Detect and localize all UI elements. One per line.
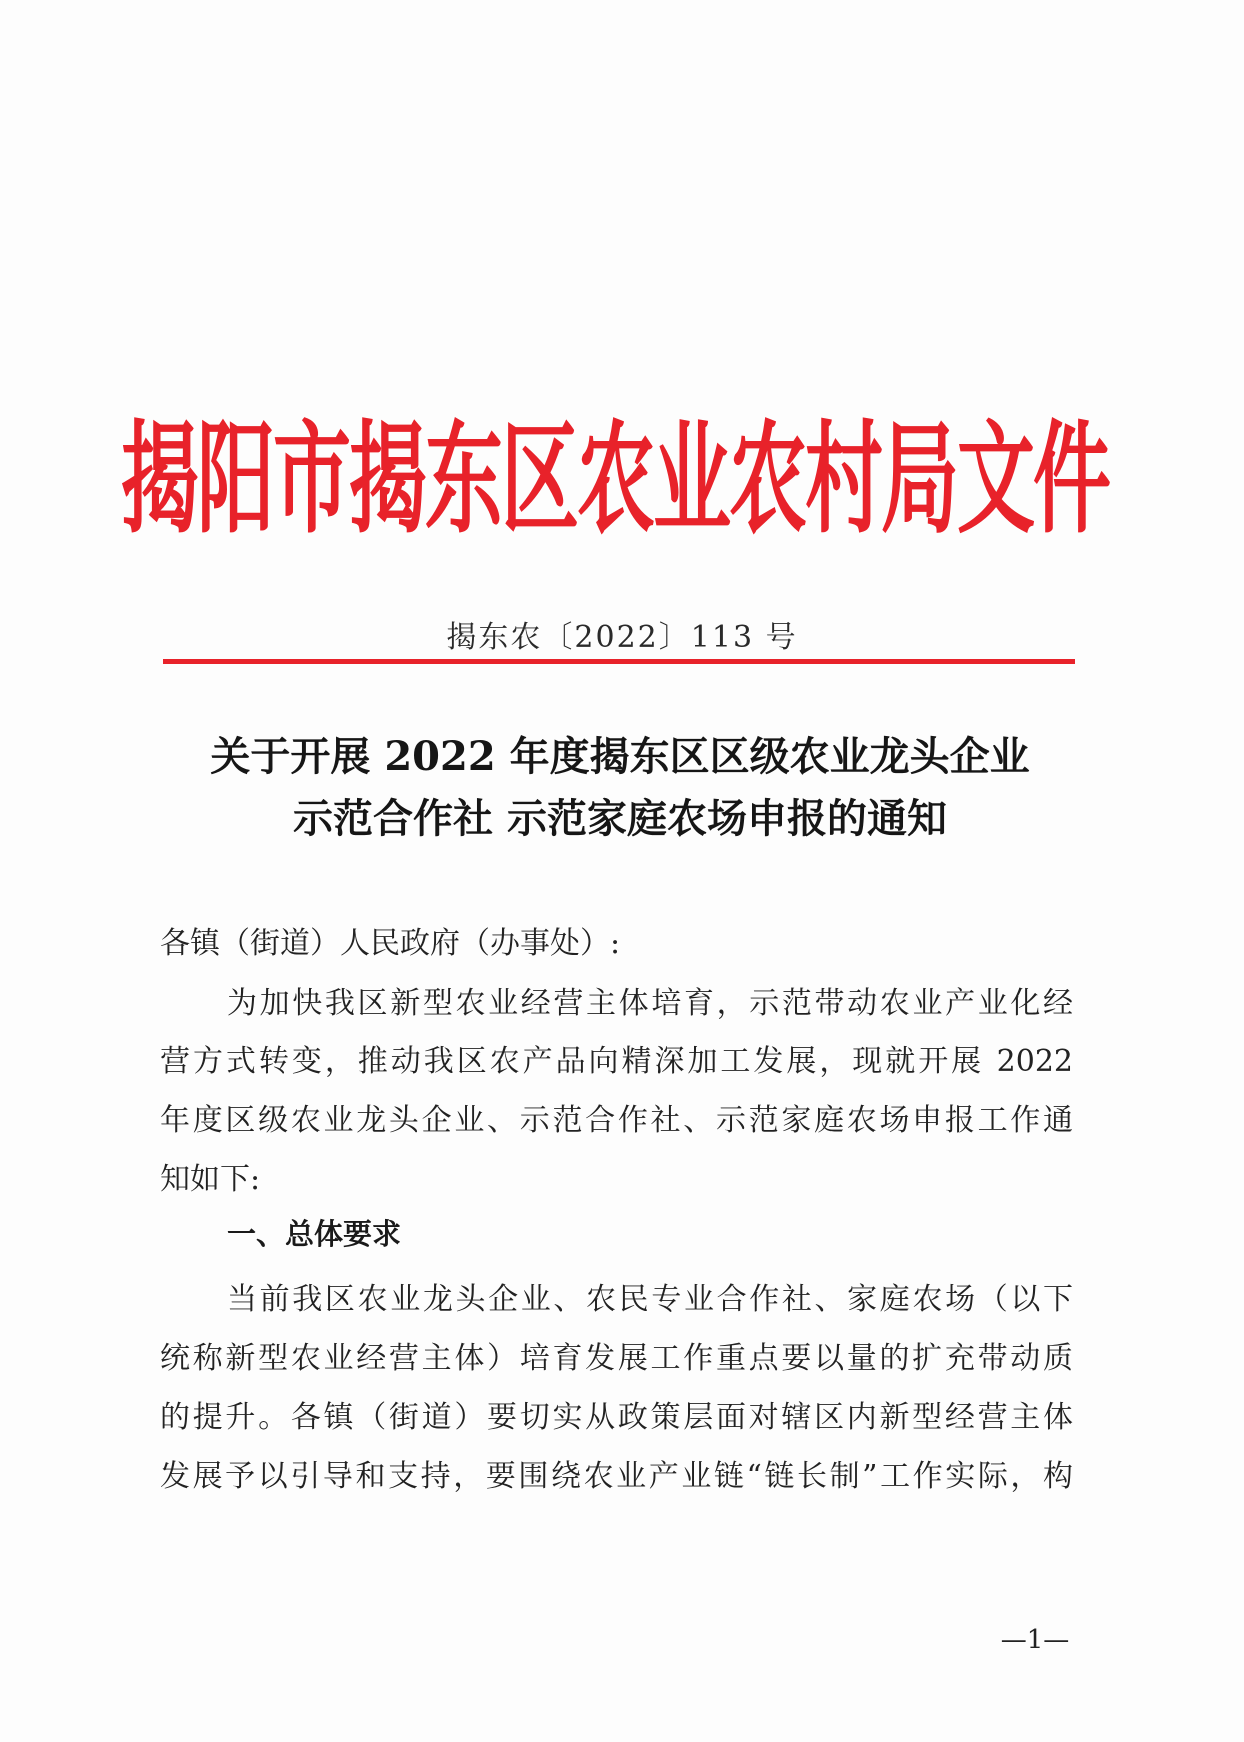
notice-title-line-1: 关于开展 2022 年度揭东区区级农业龙头企业	[210, 733, 1030, 780]
section-1-heading: 一、总体要求	[227, 1217, 402, 1251]
intro-line-3: 年度区级农业龙头企业、示范合作社、示范家庭农场申报工作通	[160, 1103, 1073, 1138]
salutation: 各镇（街道）人民政府（办事处）:	[160, 926, 621, 961]
section-1-line-1: 当前我区农业龙头企业、农民专业合作社、家庭农场（以下	[227, 1282, 1073, 1317]
section-1-line-3: 的提升。各镇（街道）要切实从政策层面对辖区内新型经营主体	[160, 1400, 1073, 1435]
red-divider-line	[163, 659, 1075, 664]
document-number: 揭东农〔2022〕113 号	[446, 620, 798, 655]
intro-line-4: 知如下:	[160, 1162, 261, 1197]
notice-title-line-2: 示范合作社 示范家庭农场申报的通知	[293, 795, 947, 842]
intro-line-1: 为加快我区新型农业经营主体培育，示范带动农业产业化经	[227, 986, 1073, 1021]
page-number: —1—	[1000, 1625, 1070, 1655]
intro-line-2: 营方式转变，推动我区农产品向精深加工发展，现就开展 2022	[160, 1044, 1073, 1079]
agency-letterhead-title: 揭阳市揭东区农业农村局文件	[121, 409, 1110, 551]
section-1-line-2: 统称新型农业经营主体）培育发展工作重点要以量的扩充带动质	[160, 1341, 1073, 1376]
section-1-line-4: 发展予以引导和支持，要围绕农业产业链“链长制”工作实际，构	[160, 1459, 1073, 1494]
